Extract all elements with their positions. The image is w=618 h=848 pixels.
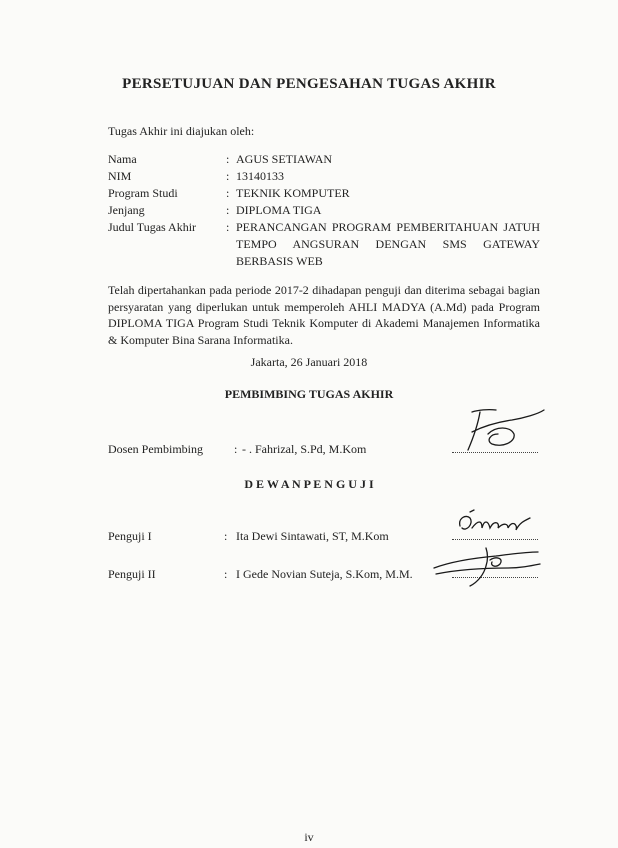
- examiner-label: Penguji I: [108, 529, 152, 543]
- examiners-heading: D E W A N P E N G U J I: [244, 477, 374, 491]
- approval-paragraph: Telah dipertahankan pada periode 2017-2 dihadapan penguji dan diterima sebagai bagian persyaratan yang diperlukan untuk memperoleh AHLI MADYA (A.Md) pada Program DIPLOMA TIGA Program Studi Teknik Komputer di Akademi Manajemen Informatika & Komputer Bina Sarana Informatika.: [108, 283, 540, 347]
- field-label: Program Studi: [108, 186, 178, 200]
- field-row-level: [108, 202, 540, 219]
- field-value: AGUS SETIAWAN: [236, 152, 333, 166]
- field-value: TEKNIK KOMPUTER: [236, 186, 350, 200]
- examiner-label: Penguji II: [108, 567, 156, 581]
- examiner-name: I Gede Novian Suteja, S.Kom, M.M.: [236, 567, 413, 581]
- page-title: PERSETUJUAN DAN PENGESAHAN TUGAS AKHIR: [122, 76, 496, 92]
- page-number: iv: [304, 830, 314, 844]
- field-row-name: [108, 151, 540, 168]
- examiner-name: Ita Dewi Sintawati, ST, M.Kom: [236, 529, 389, 543]
- intro-text: Tugas Akhir ini diajukan oleh:: [108, 124, 255, 138]
- field-colon: :: [226, 152, 230, 166]
- advisor-signature: [452, 404, 548, 458]
- advisor-colon: :: [234, 442, 238, 456]
- field-label: Judul Tugas Akhir: [108, 220, 197, 234]
- field-colon: :: [226, 220, 230, 234]
- field-colon: :: [226, 203, 230, 217]
- field-row-thesis-title: [108, 219, 540, 270]
- field-label: NIM: [108, 169, 132, 183]
- field-label: Jenjang: [108, 203, 145, 217]
- examiner-colon: :: [224, 529, 228, 543]
- student-info: [108, 151, 540, 270]
- advisor-label: Dosen Pembimbing: [108, 442, 203, 456]
- field-value: PERANCANGAN PROGRAM PEMBERITAHUAN JATUH TEMPO ANGSURAN DENGAN SMS GATEWAY BERBASIS WEB: [236, 220, 540, 268]
- place-date: Jakarta, 26 Januari 2018: [250, 355, 368, 369]
- advisor-heading: PEMBIMBING TUGAS AKHIR: [224, 387, 394, 401]
- field-colon: :: [226, 186, 230, 200]
- field-value: DIPLOMA TIGA: [236, 203, 322, 217]
- field-value: 13140133: [236, 169, 284, 183]
- field-label: Nama: [108, 152, 137, 166]
- advisor-name: - . Fahrizal, S.Pd, M.Kom: [242, 442, 367, 456]
- field-row-nim: [108, 168, 540, 185]
- field-colon: :: [226, 169, 230, 183]
- examiner-colon: :: [224, 567, 228, 581]
- field-row-program: [108, 185, 540, 202]
- examiner-2-signature: [430, 540, 544, 590]
- examiner-1-signature: [452, 506, 542, 540]
